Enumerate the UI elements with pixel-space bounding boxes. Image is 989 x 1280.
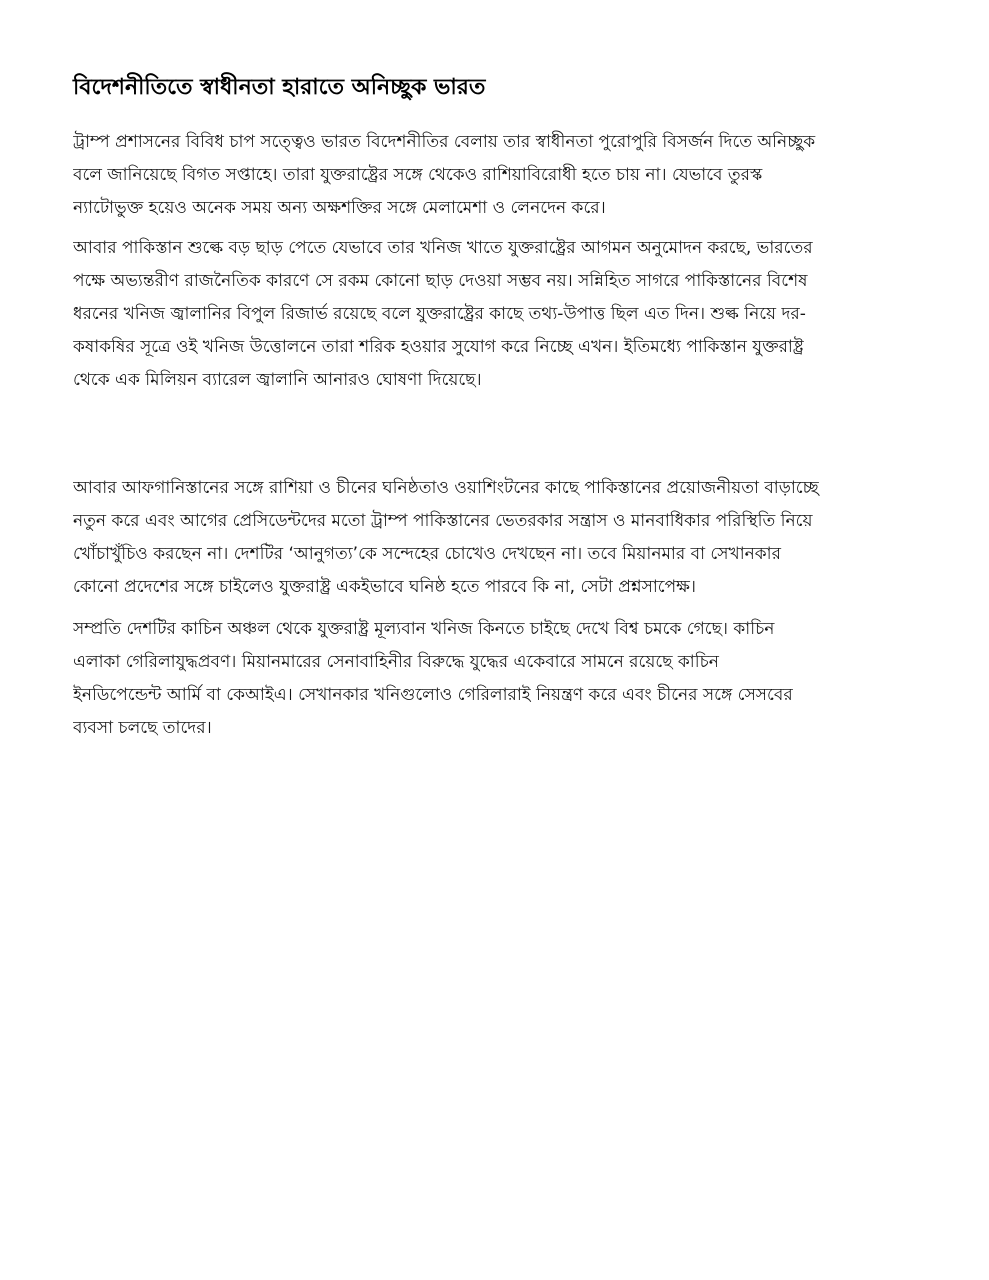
paragraph-line: কষাকষির সূত্রে ওই খনিজ উত্তোলনে তারা শরিক হওয়ার সুযোগ করে নিচ্ছে এখন। ইতিমধ্যে পাকিস্তান যুক্তরাষ্ট্র <box>73 337 804 357</box>
paragraph-line: আবার আফগানিস্তানের সঙ্গে রাশিয়া ও চীনের ঘনিষ্ঠতাও ওয়াশিংটনের কাছে পাকিস্তানের প্রয়োজনীয়তা বাড়াচ্ছে <box>73 478 819 498</box>
paragraph-line: ব্যবসা চলছে তাদের। <box>73 718 212 738</box>
paragraph-4 <box>73 613 933 745</box>
paragraph-line: সম্প্রতি দেশটির কাচিন অঞ্চল থেকে যুক্তরাষ্ট্র মূল্যবান খনিজ কিনতে চাইছে দেখে বিশ্ব চমকে গেছে। কাচিন <box>73 619 775 639</box>
paragraph-line: আবার পাকিস্তান শুল্কে বড় ছাড় পেতে যেভাবে তার খনিজ খাতে যুক্তরাষ্ট্রের আগমন অনুমোদন করছে, ভারতের <box>73 238 813 258</box>
paragraph-line: ন্যাটোভুক্ত হয়েও অনেক সময় অন্য অক্ষশক্তির সঙ্গে মেলামেশা ও লেনদেন করে। <box>73 198 606 218</box>
paragraph-line: ধরনের খনিজ জ্বালানির বিপুল রিজার্ভ রয়েছে বলে যুক্তরাষ্ট্রের কাছে তথ্য-উপাত্ত ছিল এত দিন। শুল্ক নিয়ে দর- <box>73 304 806 324</box>
paragraph-line: পক্ষে অভ্যন্তরীণ রাজনৈতিক কারণে সে রকম কোনো ছাড় দেওয়া সম্ভব নয়। সন্নিহিত সাগরে পাকিস্তানের বিশেষ <box>73 271 808 291</box>
paragraph-line: নতুন করে এবং আগের প্রেসিডেন্টদের মতো ট্রাম্প পাকিস্তানের ভেতরকার সন্ত্রাস ও মানবাধিকার পরিস্থিতি নিয়ে <box>73 511 813 531</box>
paragraph-line: থেকে এক মিলিয়ন ব্যারেল জ্বালানি আনারও ঘোষণা দিয়েছে। <box>73 370 482 390</box>
paragraph-line: ইনডিপেন্ডেন্ট আর্মি বা কেআইএ। সেখানকার খনিগুলোও গেরিলারাই নিয়ন্ত্রণ করে এবং চীনের সঙ্গে সেসবের <box>73 685 793 705</box>
paragraph-line: বলে জানিয়েছে বিগত সপ্তাহে। তারা যুক্তরাষ্ট্রের সঙ্গে থেকেও রাশিয়াবিরোধী হতে চায় না। যেভাবে তুরস্ক <box>73 165 763 185</box>
paragraph-line: খোঁচাখুঁচিও করছেন না। দেশটির ‘আনুগত্য’কে সন্দেহের চোখেও দেখছেন না। তবে মিয়ানমার বা সেখানকার <box>73 544 781 564</box>
article-title: বিদেশনীতিতে স্বাধীনতা হারাতে অনিচ্ছুক ভারত <box>73 75 486 100</box>
paragraph-line: এলাকা গেরিলাযুদ্ধপ্রবণ। মিয়ানমারের সেনাবাহিনীর বিরুদ্ধে যুদ্ধের একেবারে সামনে রয়েছে কাচিন <box>73 652 719 672</box>
paragraph-2 <box>73 232 933 397</box>
paragraph-1 <box>73 126 933 225</box>
paragraph-line: কোনো প্রদেশের সঙ্গে চাইলেও যুক্তরাষ্ট্র একইভাবে ঘনিষ্ঠ হতে পারবে কি না, সেটা প্রশ্নসাপেক্ষ। <box>73 577 696 597</box>
paragraph-3 <box>73 472 933 604</box>
paragraph-line: ট্রাম্প প্রশাসনের বিবিধ চাপ সত্ত্বেও ভারত বিদেশনীতির বেলায় তার স্বাধীনতা পুরোপুরি বিসর্জন দিতে অনিচ্ছুক <box>73 132 816 152</box>
